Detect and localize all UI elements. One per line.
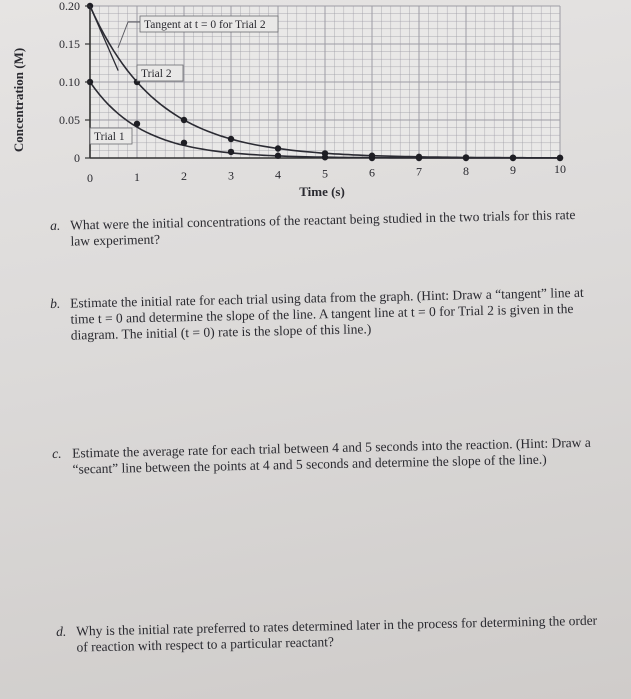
data-point-trial-2 bbox=[463, 154, 469, 160]
x-tick-label: 10 bbox=[554, 162, 566, 176]
y-tick-label: 0.20 bbox=[59, 0, 80, 13]
y-tick-label: 0 bbox=[74, 151, 80, 165]
x-tick-label: 6 bbox=[369, 165, 375, 180]
data-point-trial-2 bbox=[228, 136, 234, 142]
question-c-text: Estimate the average rate for each trial between 4 and 5 seconds into the reaction. (Hint: Draw a “secant” line between the points at 4 and 5 seconds and determine the slope of the line.) bbox=[71, 434, 591, 477]
data-point-trial-1 bbox=[228, 149, 234, 155]
y-tick-label: 0.10 bbox=[59, 75, 80, 89]
y-tick-label: 0.05 bbox=[59, 113, 80, 127]
data-point-trial-1 bbox=[134, 121, 140, 127]
data-point-trial-1 bbox=[275, 153, 281, 159]
x-tick-label: 4 bbox=[275, 167, 281, 182]
question-d-letter: d. bbox=[56, 623, 67, 639]
x-axis-label: Time (s) bbox=[299, 184, 345, 199]
tangent-label: Tangent at t = 0 for Trial 2 bbox=[144, 19, 266, 31]
x-tick-label: 8 bbox=[463, 163, 469, 178]
y-tick-label: 0.15 bbox=[59, 37, 80, 51]
question-b-text: Estimate the initial rate for each trial using data from the graph. (Hint: Draw a “tangent” line at time t = 0 and determine the slope of the line. A tangent line at t = 0 for Trial 2 is given in the diagram. The initial (t = 0) rate is the slope of this line.) bbox=[69, 284, 584, 343]
x-tick-label: 3 bbox=[228, 168, 234, 183]
x-tick-label: 0 bbox=[87, 171, 93, 185]
x-tick-label: 9 bbox=[510, 162, 516, 177]
data-point-trial-1 bbox=[181, 140, 187, 146]
x-tick-label: 7 bbox=[416, 164, 422, 179]
data-point-trial-2 bbox=[510, 154, 516, 160]
concentration-time-chart bbox=[0, 0, 631, 210]
trial1-label: Trial 1 bbox=[94, 131, 125, 143]
question-d-text: Why is the initial rate preferred to rates determined later in the process for determining the order of reaction with respect to a particular reactant? bbox=[75, 612, 598, 655]
data-point-trial-2 bbox=[322, 150, 328, 156]
data-point-trial-2 bbox=[275, 145, 281, 151]
question-a-text: What were the initial concentrations of the reactant being studied in the two trials for this rate law experiment? bbox=[69, 206, 576, 249]
data-point-trial-2 bbox=[416, 154, 422, 160]
question-c-letter: c. bbox=[52, 445, 62, 461]
question-b-letter: b. bbox=[50, 295, 61, 311]
question-a-letter: a. bbox=[50, 217, 61, 233]
data-point-trial-2 bbox=[369, 153, 375, 159]
data-point-trial-2 bbox=[557, 155, 563, 161]
x-tick-label: 2 bbox=[181, 169, 187, 184]
y-axis-label: Concentration (M) bbox=[11, 47, 26, 153]
x-tick-label: 1 bbox=[134, 170, 140, 185]
x-tick-label: 5 bbox=[322, 166, 328, 181]
y-axis-label-wrap bbox=[4, 40, 34, 160]
trial2-label: Trial 2 bbox=[141, 68, 172, 80]
data-point-trial-2 bbox=[181, 117, 187, 123]
